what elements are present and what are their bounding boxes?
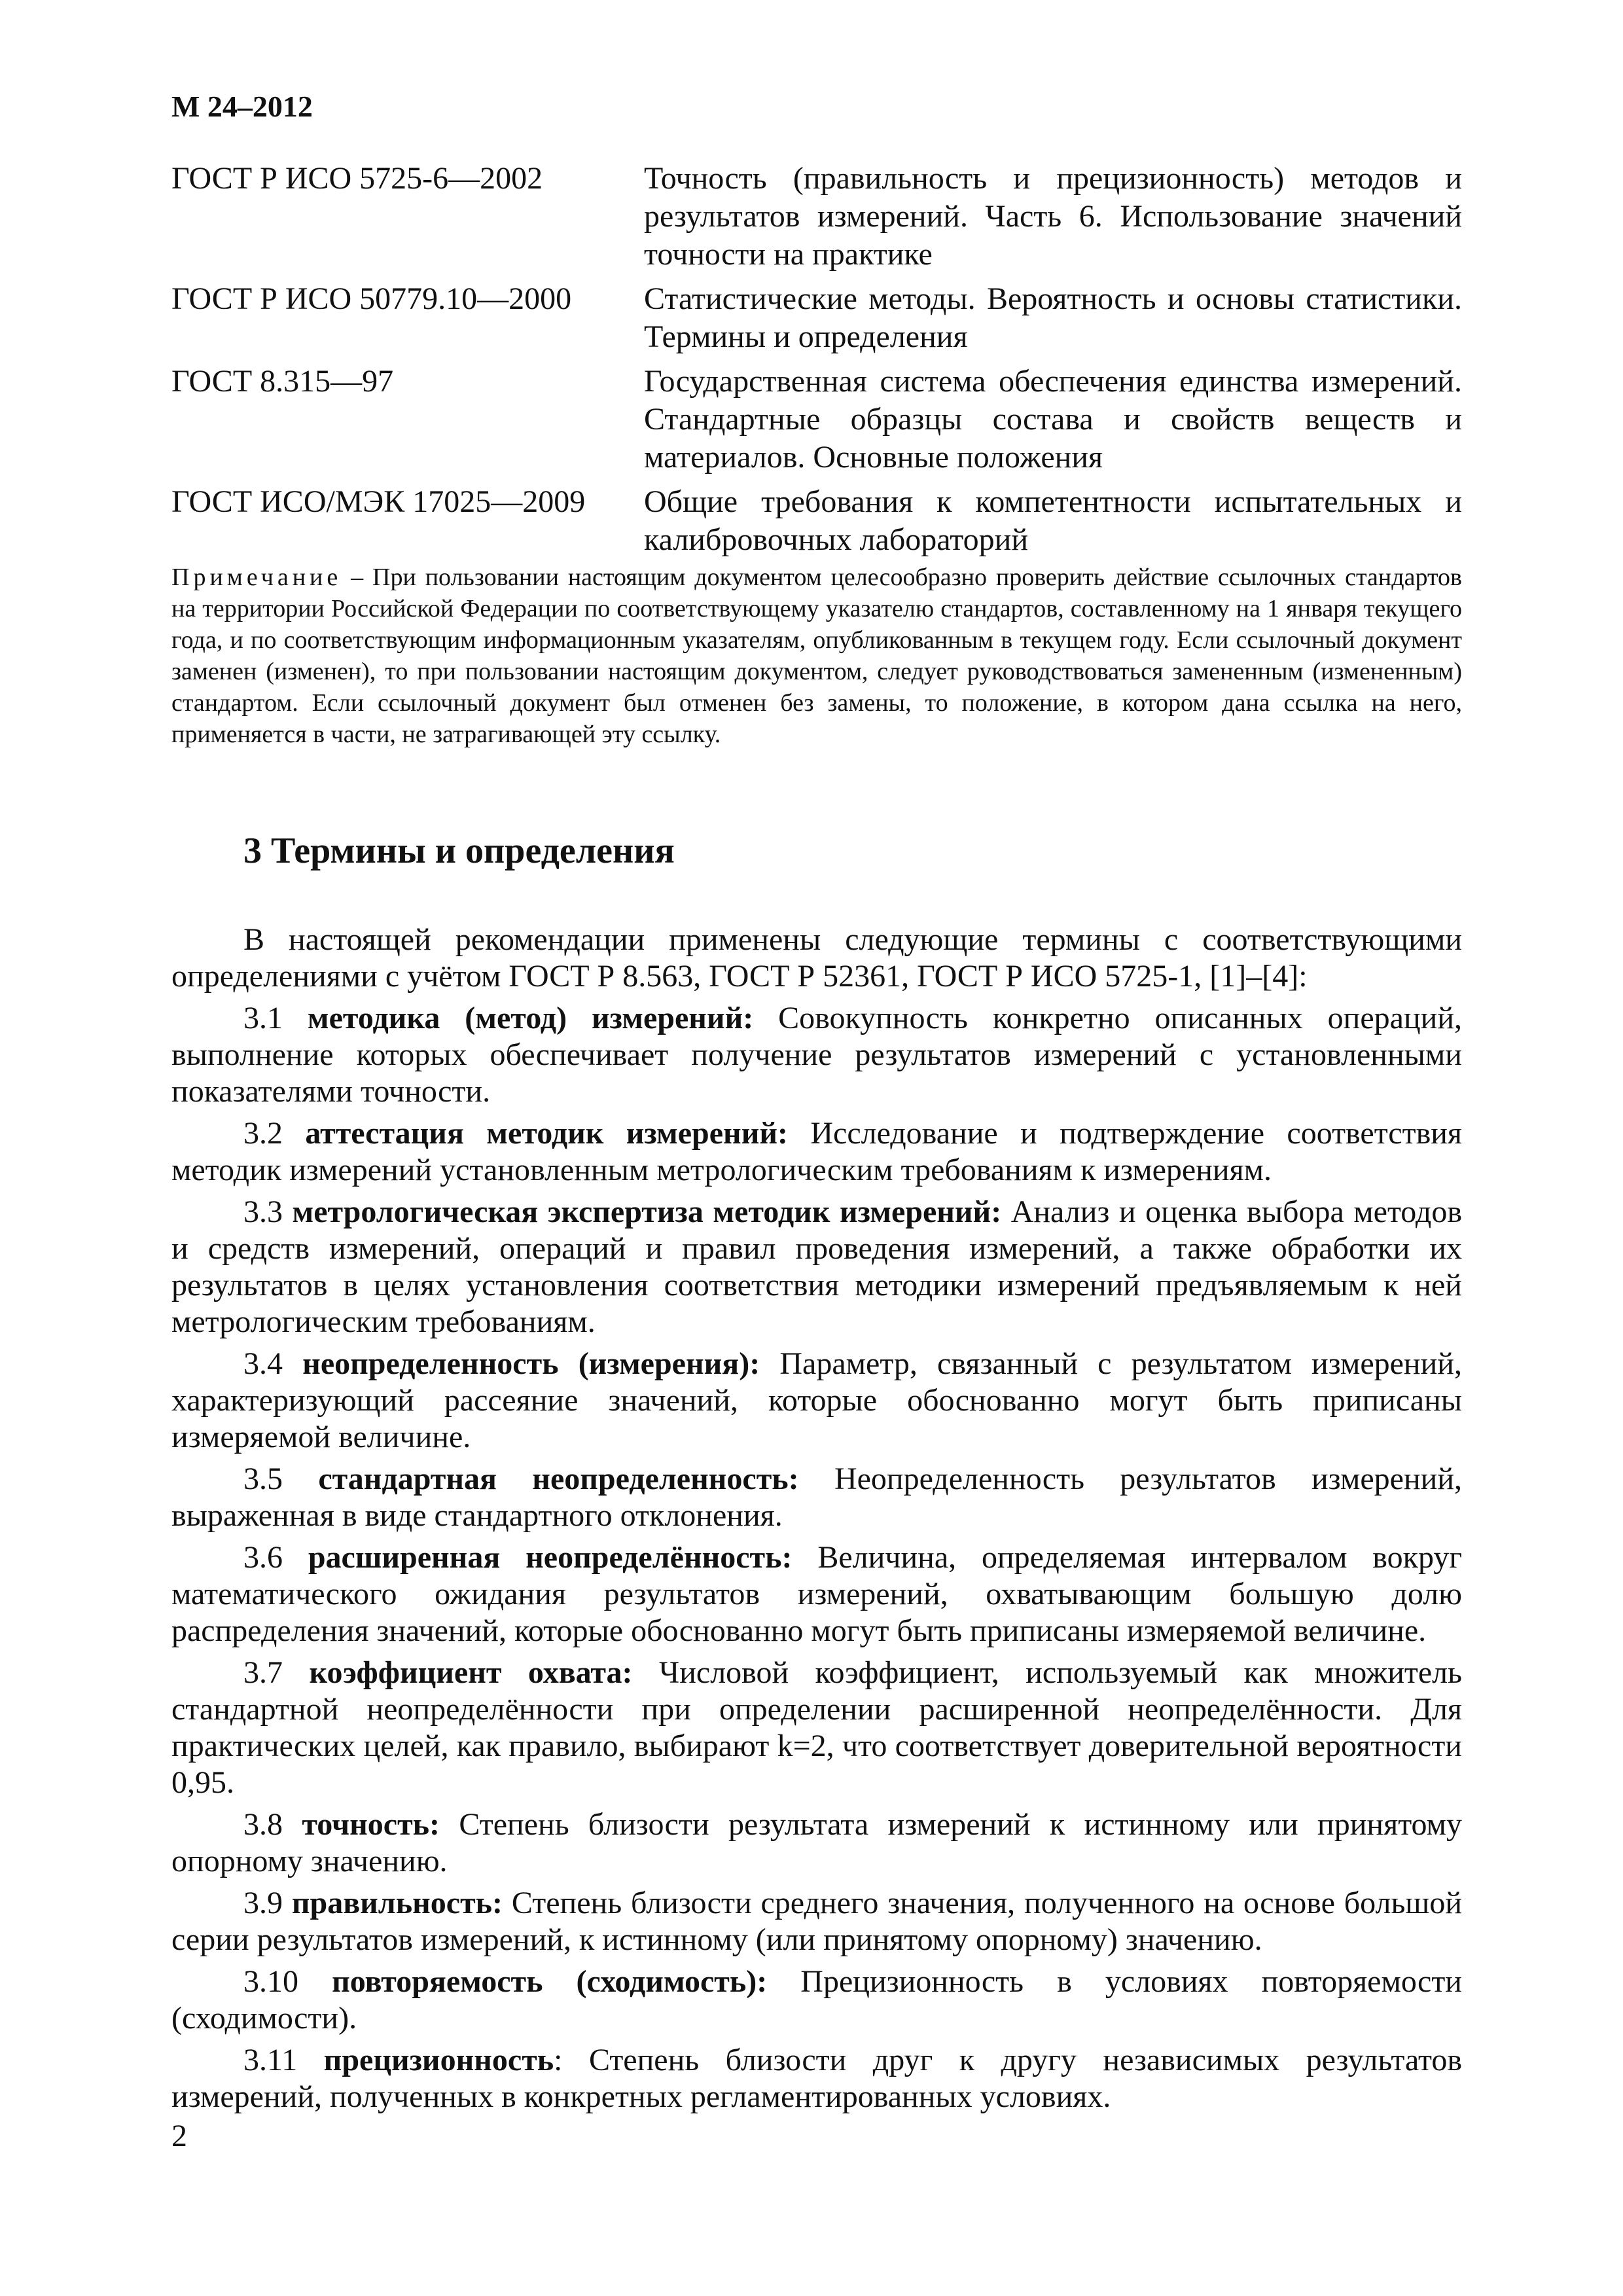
reference-code: ГОСТ Р ИСО 50779.10—2000 (171, 281, 572, 316)
term-number: 3.7 (243, 1655, 310, 1690)
term-number: 3.2 (243, 1116, 306, 1151)
term-definition: Совокупность конкретно описанных операций, выполнение которых обеспечивает получение результатов измерений с установленными показателями точности. (171, 1001, 1463, 1109)
term-definition: Степень близости результата измерений к истинному или принятому опорному значению. (171, 1807, 1463, 1878)
term-definition: Анализ и оценка выбора методов и средств измерений, операций и правил проведения измерений, а также обработки их результатов в целях установления соответствия методики измерений предъявляемым к ней метрологическим требованиям. (171, 1194, 1463, 1339)
term-name: коэффициент охвата: (309, 1655, 633, 1690)
term-entry (171, 1194, 1462, 1340)
term-definition: Степень близости среднего значения, полученного на основе большой серии результатов измерений, к истинному (или принятому опорному) значению. (171, 1886, 1463, 1957)
reference-row (171, 363, 1462, 476)
term-definition: Неопределенность результатов измерений, выраженная в виде стандартного отклонения. (171, 1462, 1463, 1533)
term-number: 3.10 (243, 1964, 332, 1999)
reference-title: Точность (правильность и прецизионность) методов и результатов измерений. Часть 6. Использование значений точности на практике (644, 161, 1462, 272)
term-entry (171, 1539, 1462, 1649)
term-entry (171, 1885, 1462, 1958)
reference-title: Государственная система обеспечения единства измерений. Стандартные образцы состава и свойств веществ и материалов. Основные положения (644, 364, 1462, 475)
reference-row (171, 280, 1462, 356)
term-name: повторяемость (сходимость): (332, 1964, 768, 1999)
term-number: 3.9 (243, 1886, 292, 1920)
note-text: – При пользовании настоящим документом целесообразно проверить действие ссылочных стандартов на территории Российской Федерации по соответствующему указателю стандартов, составленному на 1 января текущего года, и по соответствующим информационным указателям, опубликованным в текущем году. Если ссылочный документ заменен (изменен), то при пользовании настоящим документом, следует руководствоваться замененным (измененным) стандартом. Если ссылочный документ был отменен без замены, то положение, в котором дана ссылка на него, применяется в части, не затрагивающей эту ссылку. (171, 564, 1462, 748)
term-name: точность: (302, 1807, 440, 1842)
term-name: правильность: (291, 1886, 503, 1920)
reference-code: ГОСТ Р ИСО 5725-6—2002 (171, 161, 543, 196)
term-number: 3.8 (243, 1807, 302, 1842)
term-entry (171, 1964, 1462, 2037)
term-name: неопределенность (измерения): (302, 1346, 760, 1381)
note-label: Примечание (171, 564, 342, 591)
term-definition: Числовой коэффициент, используемый как множитель стандартной неопределённости при определении расширенной неопределённости. Для практических целей, как правило, выбирают k=2, что соответствует доверительной вероятности 0,95. (171, 1655, 1462, 1800)
normative-references-list (171, 160, 1462, 565)
term-definition: Величина, определяемая интервалом вокруг математического ожидания результатов измерений, охватывающим большую долю распределения значений, которые обоснованно могут быть приписаны измеряемой величине. (171, 1540, 1463, 1648)
term-name: расширенная неопределённость: (308, 1540, 793, 1575)
reference-title: Статистические методы. Вероятность и основы статистики. Термины и определения (644, 281, 1462, 354)
term-number: 3.3 (243, 1194, 293, 1229)
term-number: 3.1 (243, 1001, 308, 1035)
reference-row (171, 483, 1462, 559)
term-definition: Параметр, связанный с результатом измерений, характеризующий рассеяние значений, которые обоснованно могут быть приписаны измеряемой величине. (171, 1346, 1462, 1454)
term-entry (171, 1346, 1462, 1456)
document-code: М 24–2012 (171, 90, 313, 123)
reference-title: Общие требования к компетентности испытательных и калибровочных лабораторий (644, 484, 1462, 557)
term-name: прецизионность (323, 2043, 554, 2077)
term-number: 3.11 (243, 2043, 324, 2077)
term-entry (171, 1115, 1462, 1189)
term-name: методика (метод) измерений: (307, 1001, 754, 1035)
section-body (171, 922, 1462, 2121)
term-name: стандартная неопределенность: (318, 1462, 799, 1496)
term-entry (171, 1655, 1462, 1801)
term-definition: Прецизионность в условиях повторяемости (сходимости). (171, 1964, 1462, 2036)
page-number: 2 (171, 2119, 187, 2153)
term-number: 3.4 (243, 1346, 303, 1381)
term-number: 3.5 (243, 1462, 319, 1496)
section-heading: 3 Термины и определения (243, 831, 675, 871)
reference-code: ГОСТ ИСО/МЭК 17025—2009 (171, 484, 586, 519)
term-name: метрологическая экспертиза методик измерений: (292, 1194, 1002, 1229)
term-definition: Исследование и подтверждение соответствия методик измерений установленным метрологическим требованиям к измерениям. (171, 1116, 1463, 1187)
section-intro: В настоящей рекомендации применены следующие термины с соответствующими определениями с учётом ГОСТ Р 8.563, ГОСТ Р 52361, ГОСТ Р ИСО 5725-1, [1]–[4]: (171, 922, 1462, 994)
reference-code: ГОСТ 8.315—97 (171, 364, 394, 399)
term-entry (171, 1000, 1462, 1110)
term-name: аттестация методик измерений: (305, 1116, 788, 1151)
term-entry (171, 1806, 1462, 1880)
term-number: 3.6 (243, 1540, 308, 1575)
note-paragraph (171, 562, 1462, 750)
term-entry (171, 2042, 1462, 2115)
term-entry (171, 1461, 1462, 1534)
reference-row (171, 160, 1462, 274)
term-definition: : Степень близости друг к другу независимых результатов измерений, полученных в конкретных регламентированных условиях. (171, 2043, 1463, 2114)
